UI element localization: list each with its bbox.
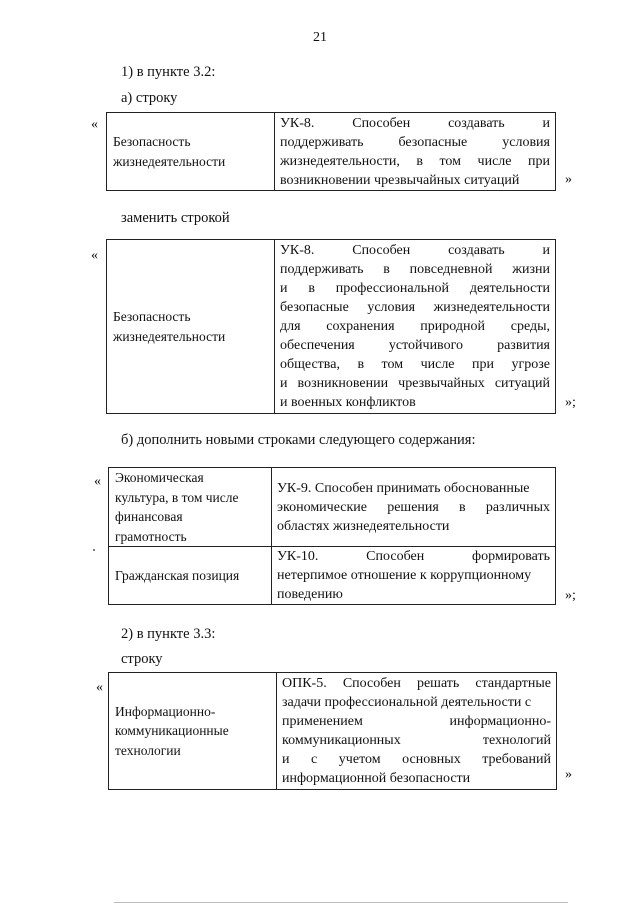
- close-quote-4: »: [565, 767, 572, 782]
- table-4-label: Информационно- коммуникационные технологии: [109, 673, 277, 790]
- sub-b-heading: б) дополнить новыми строками следующего содержания:: [121, 432, 476, 448]
- line-stroku: строку: [121, 651, 163, 667]
- close-quote-1: »: [565, 172, 572, 187]
- table-3-row-2-competency: УК-10. Способен формировать нетерпимое отношение к коррупционному поведению: [272, 547, 556, 605]
- open-quote-2: «: [91, 248, 98, 263]
- table-old-row: [106, 112, 556, 191]
- table-2-competency: УК-8. Способен создавать и поддерживать в повседневной жизни и в профессиональной деятельности безопасные условия жизнедеятельности для сохранения природной среды, обеспечения устойчивого развития общества, в том числе при угрозе и возникновении чрезвычайных ситуаций и военных конфликтов: [275, 240, 556, 414]
- item-2-heading: 2) в пункте 3.3:: [121, 626, 216, 642]
- table-row: [109, 547, 556, 605]
- sub-a-heading: а) строку: [121, 90, 178, 106]
- page-edge-line: [114, 902, 568, 903]
- table-3-row-1-label: Экономическая культура, в том числе финансовая грамотность: [109, 468, 272, 547]
- replace-heading: заменить строкой: [121, 210, 230, 226]
- table-4-competency: ОПК-5. Способен решать стандартные задачи профессиональной деятельности с применением информационно- коммуникационных технологий и с учетом основных требований информационной безопасности: [277, 673, 557, 790]
- close-quote-3: »;: [565, 588, 576, 603]
- open-quote-4: «: [96, 680, 103, 695]
- table-opk-row: [108, 672, 557, 790]
- table-3-row-2-label: Гражданская позиция: [109, 547, 272, 605]
- table-new-row: [106, 239, 556, 414]
- open-quote-1: «: [91, 117, 98, 132]
- table-row: [109, 468, 556, 547]
- table-1-label: Безопасность жизнедеятельности: [107, 113, 275, 191]
- table-added-rows: [108, 467, 556, 605]
- close-quote-2: »;: [565, 395, 576, 410]
- table-1-competency: УК-8. Способен создавать и поддерживать безопасные условия жизнедеятельности, в том числе при возникновении чрезвычайных ситуаций: [275, 113, 556, 191]
- page-number: 21: [313, 30, 327, 45]
- margin-dot: [93, 549, 95, 551]
- table-2-label: Безопасность жизнедеятельности: [107, 240, 275, 414]
- item-1-heading: 1) в пункте 3.2:: [121, 64, 216, 80]
- open-quote-3: «: [94, 474, 101, 489]
- table-3-row-1-competency: УК-9. Способен принимать обоснованные экономические решения в различных областях жизнедеятельности: [272, 468, 556, 547]
